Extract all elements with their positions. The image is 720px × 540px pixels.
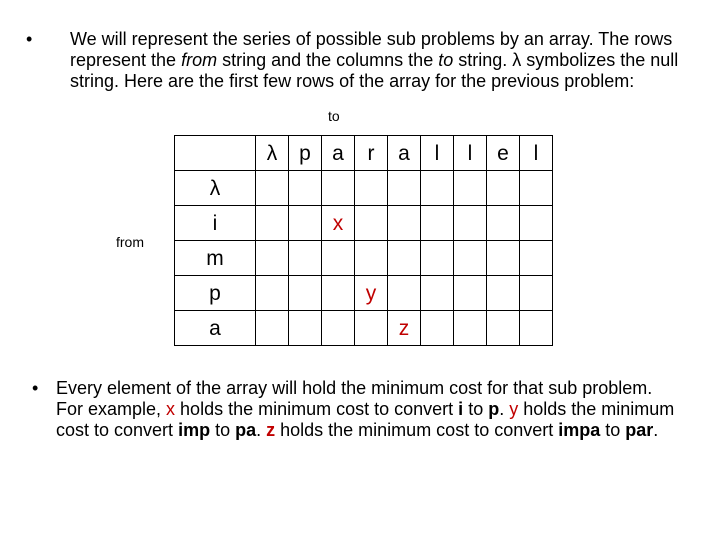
from-word: from: [181, 50, 218, 70]
column-header: e: [487, 136, 520, 171]
array-cell: [388, 206, 421, 241]
array-cell: [421, 206, 454, 241]
text-run: to: [210, 420, 236, 440]
array-cell: [520, 311, 553, 346]
table-row: [175, 171, 553, 206]
column-header: a: [322, 136, 355, 171]
column-header: a: [388, 136, 421, 171]
array-cell: [487, 311, 520, 346]
array-cell: [388, 241, 421, 276]
array-cell: [355, 206, 388, 241]
array-cell: [520, 206, 553, 241]
array-cell: [520, 276, 553, 311]
array-cell: [520, 171, 553, 206]
array-cell: [421, 311, 454, 346]
text-run: .: [653, 420, 659, 440]
text-run: string and the columns the: [217, 50, 439, 70]
array-cell: [289, 241, 322, 276]
text-run: .: [256, 420, 267, 440]
array-cell: [421, 171, 454, 206]
bullet-1-text: [26, 29, 686, 92]
array-cell: [355, 171, 388, 206]
to-axis-label: to: [328, 108, 340, 124]
bold-string: impa: [558, 420, 601, 440]
array-cell: [454, 276, 487, 311]
column-header: r: [355, 136, 388, 171]
text-run: holds the minimum cost to convert: [175, 399, 459, 419]
column-header: p: [289, 136, 322, 171]
text-run: .: [499, 399, 510, 419]
array-cell: [322, 171, 355, 206]
array-cell: y: [355, 276, 388, 311]
bold-string: i: [458, 399, 464, 419]
column-header: λ: [256, 136, 289, 171]
row-header: i: [175, 206, 256, 241]
to-word: to: [438, 50, 454, 70]
column-header: l: [454, 136, 487, 171]
array-cell: [487, 276, 520, 311]
text-run: string. λ symbolizes the null string. Here are the first few rows of the array for the previous problem:: [70, 50, 679, 91]
array-cell: [289, 276, 322, 311]
subproblem-array: [174, 135, 553, 346]
array-cell: [322, 311, 355, 346]
bullet-2-text: [32, 378, 682, 441]
from-axis-label: from: [116, 234, 144, 250]
bullet-2: [32, 378, 682, 441]
array-cell: [454, 311, 487, 346]
array-cell: [454, 241, 487, 276]
table-row: [175, 276, 553, 311]
table-row: [175, 206, 553, 241]
column-header: l: [520, 136, 553, 171]
bullet-marker: •: [26, 29, 33, 49]
row-header: p: [175, 276, 256, 311]
array-cell: [256, 171, 289, 206]
array-cell: [355, 311, 388, 346]
row-header: λ: [175, 171, 256, 206]
bold-string: p: [488, 399, 500, 419]
array-cell: [355, 241, 388, 276]
bullet-marker: •: [32, 378, 39, 398]
table-row: [175, 241, 553, 276]
text-run: holds the minimum cost to convert: [56, 399, 675, 440]
array-cell: [388, 276, 421, 311]
array-cell: [289, 206, 322, 241]
text-run: to: [600, 420, 626, 440]
table-row: [175, 311, 553, 346]
bullet-1: [26, 29, 686, 92]
array-cell: z: [388, 311, 421, 346]
corner-cell: [175, 136, 256, 171]
array-cell: [256, 206, 289, 241]
y-marker-ref: y: [509, 399, 519, 419]
bold-string: par: [625, 420, 654, 440]
array-cell: [454, 171, 487, 206]
array-cell: [454, 206, 487, 241]
array-cell: [487, 206, 520, 241]
array-cell: [256, 241, 289, 276]
z-marker-ref: z: [266, 420, 276, 440]
row-header: a: [175, 311, 256, 346]
array-cell: [289, 311, 322, 346]
text-run: Every element of the array will hold the minimum cost for that sub problem. For example,: [56, 378, 653, 419]
array-cell: [520, 241, 553, 276]
bold-string: pa: [235, 420, 257, 440]
array-cell: [289, 171, 322, 206]
array-cell: [487, 241, 520, 276]
array-cell: [322, 241, 355, 276]
array-cell: x: [322, 206, 355, 241]
array-cell: [421, 241, 454, 276]
array-cell: [256, 311, 289, 346]
x-marker-ref: x: [166, 399, 176, 419]
row-header: m: [175, 241, 256, 276]
array-cell: [256, 276, 289, 311]
bold-string: imp: [178, 420, 211, 440]
array-cell: [322, 276, 355, 311]
text-run: to: [463, 399, 489, 419]
column-header: l: [421, 136, 454, 171]
header-row: [175, 136, 553, 171]
text-run: holds the minimum cost to convert: [275, 420, 559, 440]
text-run: We will represent the series of possible sub problems by an array. The rows represent the: [70, 29, 673, 70]
array-cell: [421, 276, 454, 311]
array-cell: [388, 171, 421, 206]
array-cell: [487, 171, 520, 206]
